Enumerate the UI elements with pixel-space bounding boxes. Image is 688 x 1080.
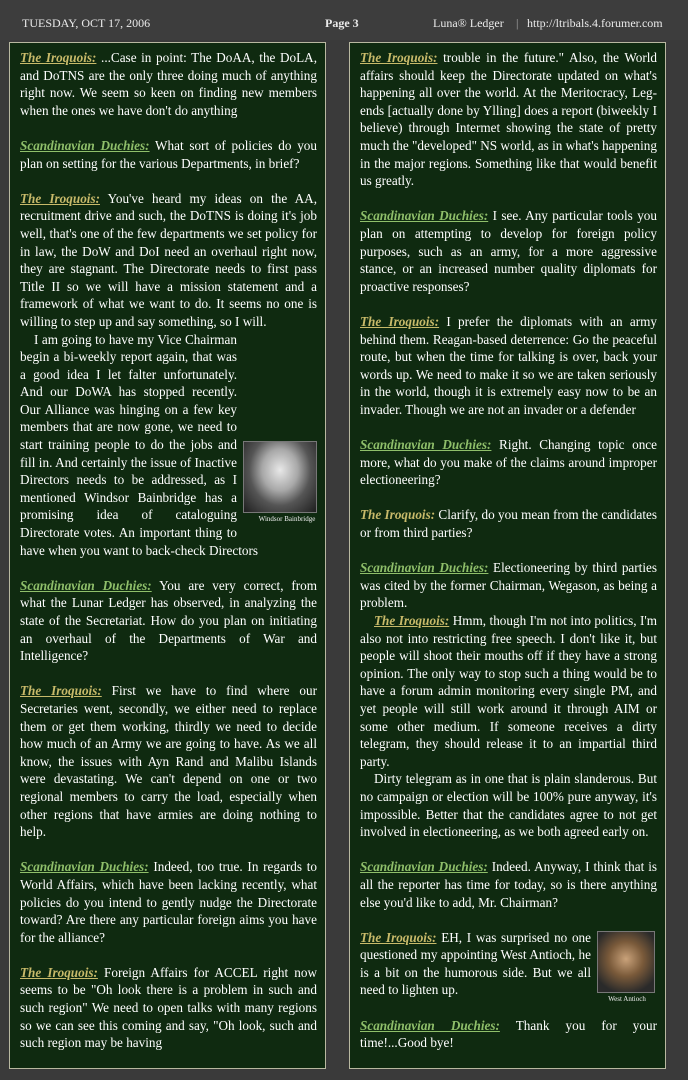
speaker-label: The Iroquois: [20,50,97,65]
paragraph [20,331,317,560]
paragraph [20,577,317,665]
paragraph-text: Dirty telegram as in one that is plain slanderous. But no campaign or election will be 100% pure anyway, it's impossible. Better that the candidates agree to not get involved in electioneering, as we both agreed early on. [360,771,657,840]
paragraph [20,49,317,119]
forum-url[interactable]: http://ltribals.4.forumer.com [527,16,663,30]
speaker-label: The Iroquois: [360,313,440,329]
paragraph-text: What sort of policies do you plan on setting for the various Departments, in brief? [20,137,317,171]
right-column [349,42,666,1069]
publication-name: Luna® Ledger [433,16,504,30]
paragraph-text: You've heard my ideas on the AA, recruitment drive and such, the DoTNS is doing it's job well, that's one of the few departments we set policy for in law, the DoW and DoI need an overhaul right now, they are stagnant. The Directorate needs to first pass Title II so we will have a mission statement and a framework of what we want to do. It seems no one is willing to step up and say something, so I will. [20,190,318,329]
paragraph [20,137,317,172]
paragraph [360,1017,657,1052]
paragraph [360,436,657,489]
speaker-label: Scandinavian Duchies: [20,577,152,593]
speaker-label: Scandinavian Duchies: [360,437,492,453]
speaker-label: Scandinavian Duchies: [360,1017,500,1033]
speaker-label: Scandinavian Duchies: [360,859,488,875]
paragraph [20,682,317,840]
photo-figure [597,931,657,1004]
speaker-label: The Iroquois: [360,929,437,945]
paragraph-text: Thank you for your time!...Good bye! [360,1017,657,1051]
paragraph-text: Electioneering by third parties was cited by the former Chairman, Wegason, as being a problem. [360,560,657,611]
speaker-label: Scandinavian Duchies: [20,137,150,153]
photo-caption: Windsor Bainbridge [258,514,316,523]
page-header [0,0,688,40]
speaker-label: The Iroquois: [20,190,100,206]
paragraph [20,190,317,331]
speaker-label: Scandinavian Duchies: [360,208,489,224]
paragraph-text: EH, I was surprised no one questioned my appointing West Antioch, he is a bit on the humorous side. But we all need to lighten up. [360,929,591,998]
west-antioch-photo [597,931,655,993]
photo-caption: West Antioch [608,994,646,1003]
paragraph-text: I am going to have my Vice Chairman begin a bi-weekly report again, that was a good idea I let falter unfortunately. And our DoWA has stopped recently. Our Alliance was hinging on a few key members that are now gone, we need to start training people to do the jobs and fill in. And certainly the issue of Inactive Directors needs to be addressed, as I mentioned Windsor Bainbridge has a promising idea of cataloguing Directorate votes. An important thing to have when you want to back-check Directors [20,331,259,558]
page-number: Page 3 [325,16,359,30]
paragraph-text: I prefer the diplomats with an army behind them. Reagan-based deterrence: Go the peaceful route, but when the time for talking is over, back your words up. We need to make it so we are taken seriously in the world, though it is extremely easy now to be an invader. Though we are not an invader or a defender [360,313,658,417]
windsor-bainbridge-photo [243,441,317,513]
speaker-label: The Iroquois: [360,507,436,523]
paragraph [360,506,657,541]
speaker-label: Scandinavian Duchies: [20,859,149,875]
paragraph [360,313,657,419]
paragraph-text: Clarify, do you mean from the candidates or from third parties? [360,507,657,541]
paragraph [360,612,657,770]
paragraph [20,964,317,1052]
paragraph [360,929,657,1003]
header-separator: | [516,16,519,30]
paragraph-text: You are very correct, from what the Lunar Ledger has observed, in analyzing the state of the Secretariat. How do you plan on initiating an overhaul of the Departments of War and Intelligence? [20,577,317,664]
paragraph-text: First we have to find where our Secretaries went, secondly, we either need to replace them or get them working, thirdly we need to decide how much of an Army we are going to have. As we all know, the issues with Ayn Rand and Malibu Islands were devastating. We can't depend on one or two regional members to carry the load, especially when other regions that have armies are doing nothing to help. [20,683,317,840]
paragraph [360,858,657,911]
speaker-label: The Iroquois: [374,613,450,628]
paragraph [360,207,657,295]
paragraph [360,770,657,840]
speaker-label: The Iroquois: [20,683,102,699]
issue-date: TUESDAY, OCT 17, 2006 [22,16,151,30]
speaker-label: The Iroquois: [20,964,98,980]
speaker-label: Scandinavian Duchies: [360,560,489,576]
paragraph-text: Right. Changing topic once more, what do you make of the claims around improper electioneering? [360,437,657,488]
left-column [9,42,326,1069]
paragraph [360,49,657,190]
paragraph-text: Indeed, too true. In regards to World Affairs, which have been lacking recently, what policies do you intend to gently nudge the Directorate toward? Are there any particular foreign aims you have for the alliance? [20,859,317,945]
paragraph [20,858,317,946]
paragraph-text: Indeed. Anyway, I think that is all the reporter has time for today, so is there anything else you'd like to add, Mr. Chairman? [360,859,657,910]
paragraph-text: Foreign Affairs for ACCEL right now seems to be "Oh look there is a problem in such and such region" We need to open talks with many regions so we can see this coming and say, "Oh look, such and such region may be having [20,964,317,1051]
speaker-label: The Iroquois: [360,50,438,65]
paragraph-text: Hmm, though I'm not into politics, I'm also not into restricting free speech. I don't like it, but people will shoot their mouths off if they have a strong opinion. The only way to stop such a thing would be to have a forum admin monitoring every single PM, and yet people will still work around it through AIM or some other medium. If someone receives a dirty telegram, they should release it to an impartial third party. [360,613,658,769]
photo-figure [243,441,317,524]
paragraph-text: trouble in the future." Also, the World affairs should keep the Directorate updated on what's happening all over the world. At the Meritocracy, Leg-ends [actually done by Ylling] does a report (biweekly I believe) through Intermet showing the state of pretty much the "developed" NS world, as in what's happening in the major regions. Something like that would benefit us greatly. [360,50,657,189]
paragraph [360,559,657,612]
paragraph-text: I see. Any particular tools you plan on attempting to develop for foreign policy purposes, such as an army, for a more aggressive stance, or an increased number quality diplomats for proactive responses? [360,208,657,294]
paragraph-text: ...Case in point: The DoAA, the DoLA, and DoTNS are the only three doing much of anything right now. We seem so keen on finding new members when the ones we have don't do anything [20,50,318,118]
